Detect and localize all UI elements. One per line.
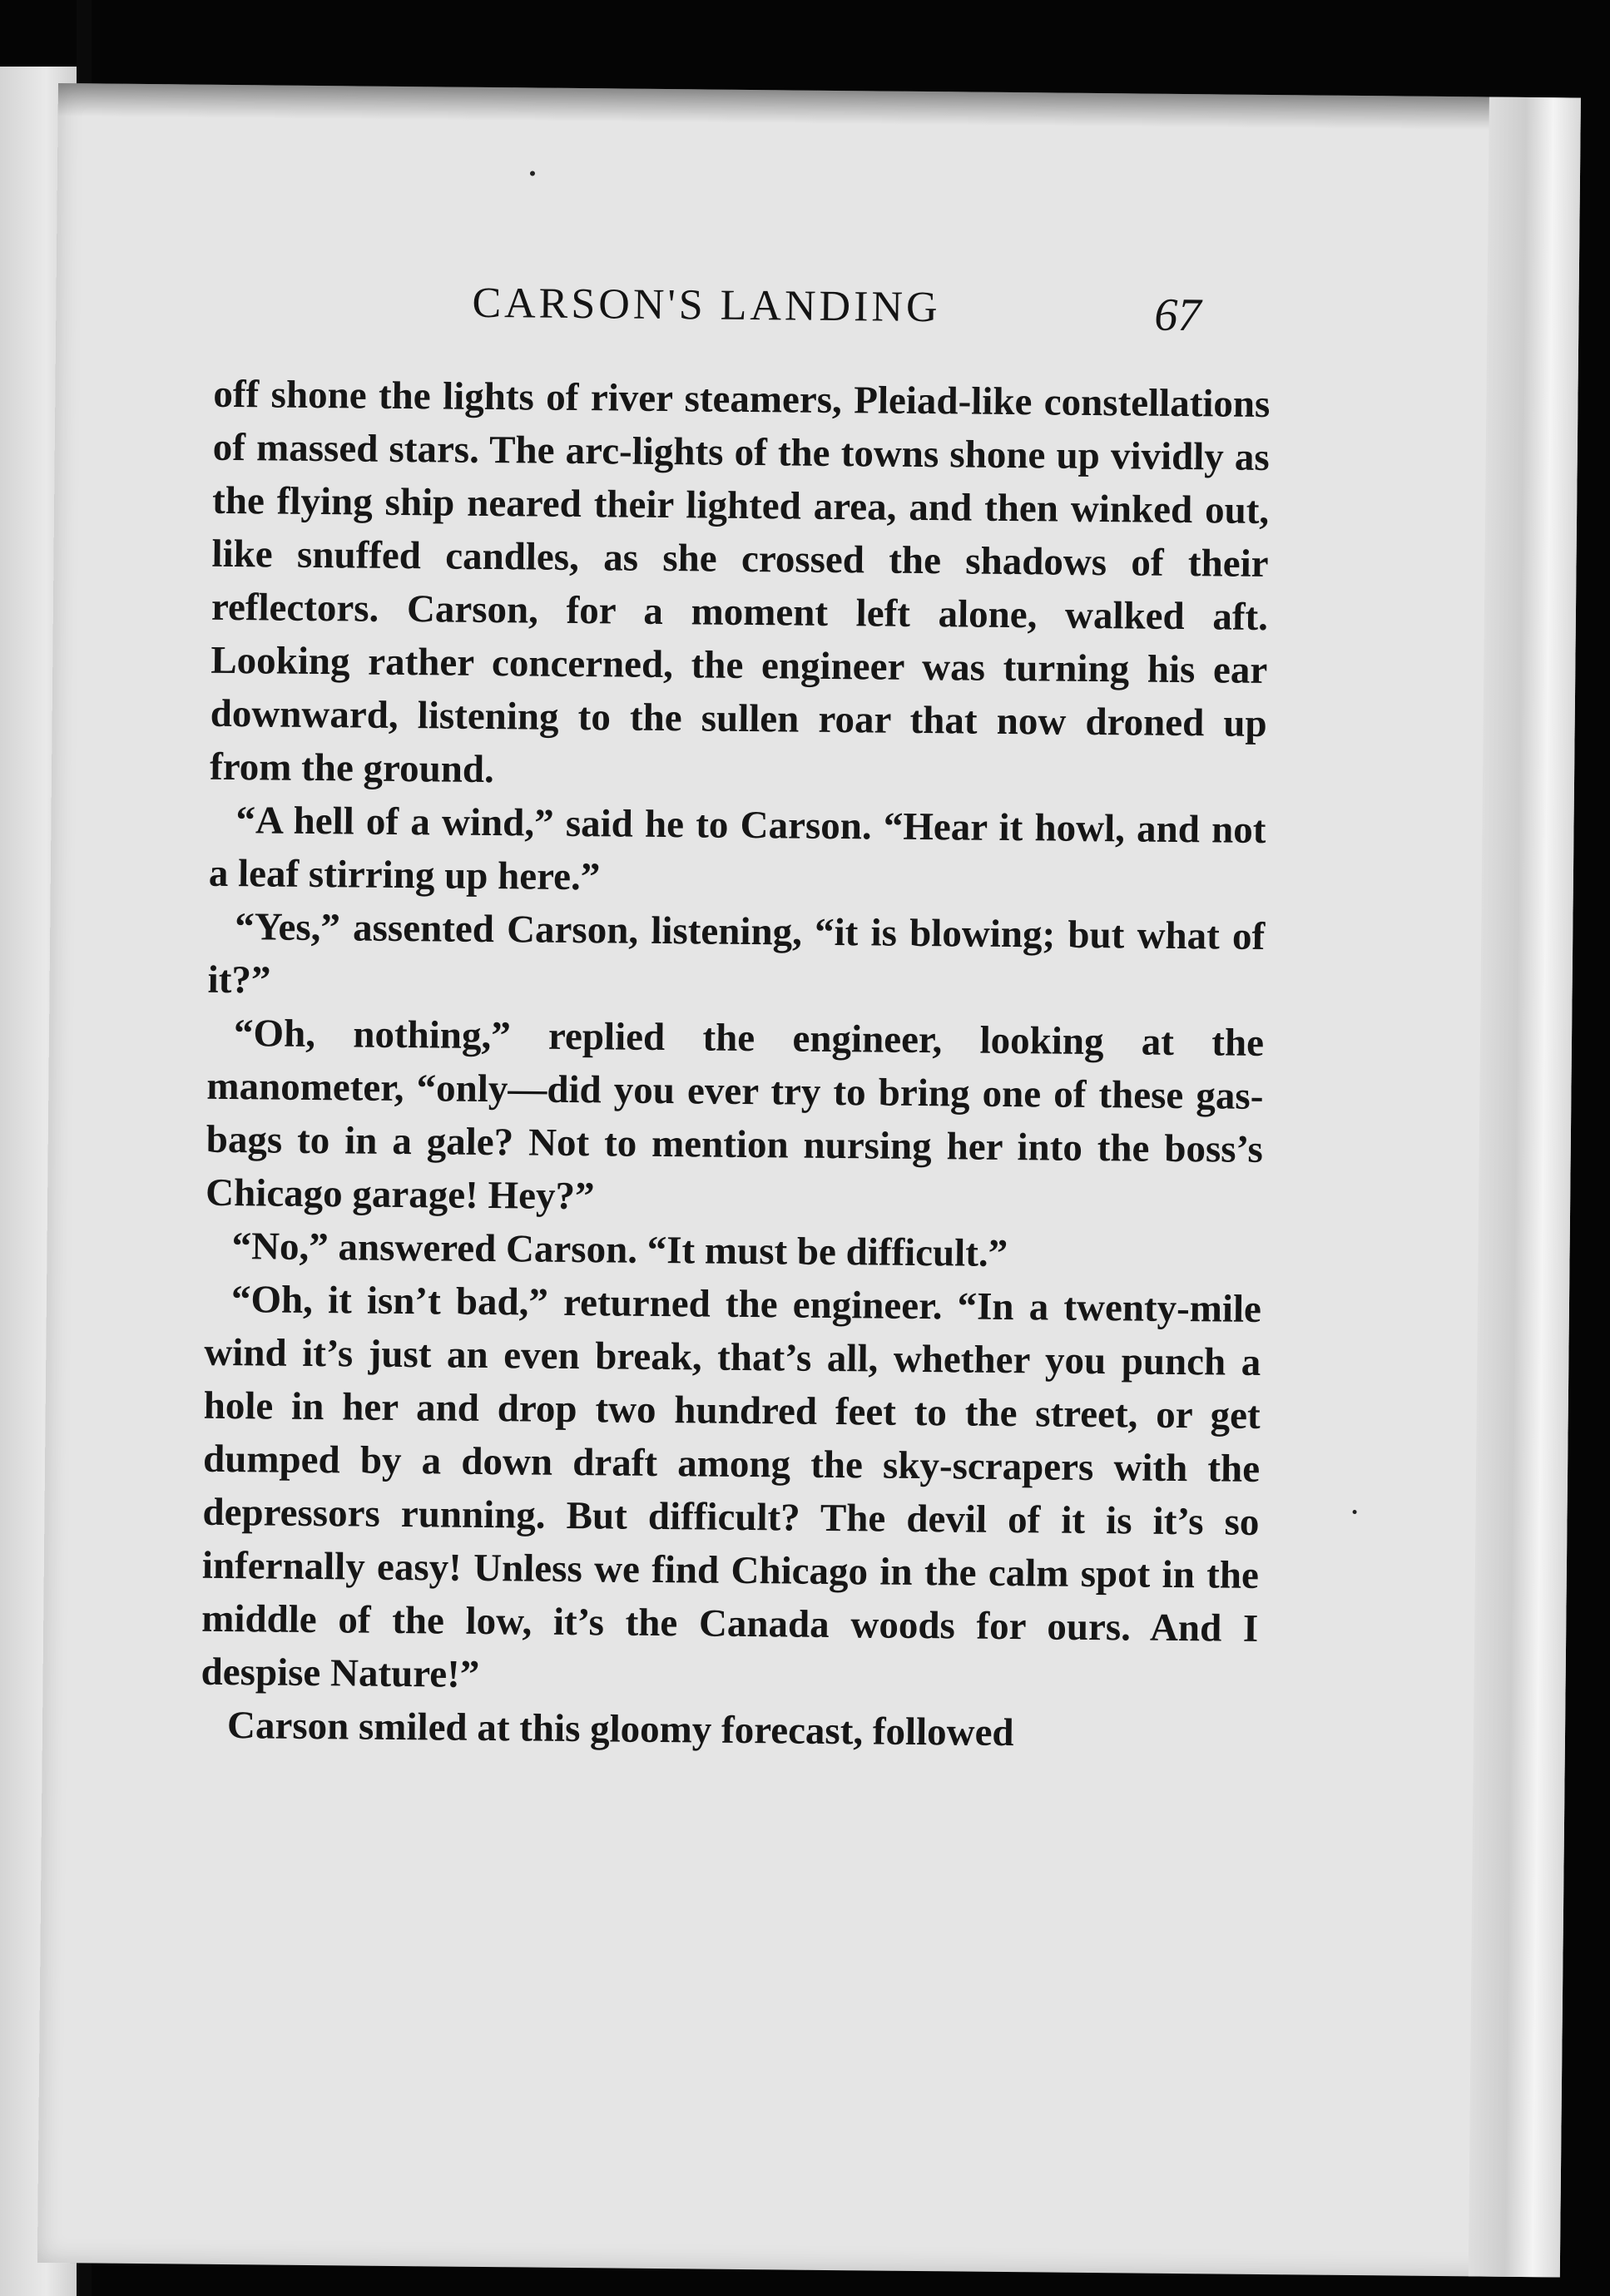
body-text: [201, 368, 1271, 1762]
page-fore-edge: [1469, 97, 1581, 2278]
dust-speck: [1353, 1510, 1357, 1514]
page-number: 67: [1154, 289, 1201, 342]
dust-speck: [530, 171, 535, 176]
paragraph: Carson smiled at this gloomy forecast, followed: [226, 1704, 1014, 1755]
paragraph: “No,” answered Carson. “It must be difficult.”: [231, 1225, 1008, 1276]
paragraph: “Oh, it isn’t bad,” returned the engineer. “In a twenty-mile wind it’s just an even break, that’s all, whether you punch a hole in her and drop two hundred feet to the street, or get dumped by a down draft among the sky-scrapers with the depressors running. But difficult? The devil of it is it’s so infernally easy! Unless we find Chicago in the calm spot in the middle of the low, it’s the Canada woods for ours. And I despise Nature!”: [201, 1278, 1262, 1696]
page-top-shadow: [58, 83, 1581, 131]
running-head-title: CARSON'S LANDING: [472, 279, 941, 332]
running-head: [56, 275, 1355, 354]
book-page: [37, 83, 1581, 2277]
paragraph: “Yes,” assented Carson, listening, “it is blowing; but what of it?”: [207, 905, 1266, 1002]
paragraph: off shone the lights of river steamers, Pleiad-like constellations of massed stars. The arc-lights of the towns shone up vividly as the flying ship neared their lighted area, and then winked out, like snuffed candles, as she crossed the shadows of their reflectors. Carson, for a moment left alone, walked aft. Looking rather concerned, the engineer was turning his ear downward, listening to the sullen roar that now droned up from the ground.: [209, 372, 1271, 792]
paragraph: “Oh, nothing,” replied the engineer, looking at the manometer, “only—did you ever try to bring one of these gas-bags to in a gale? Not to mention nursing her into the boss’s Chicago garage! Hey?”: [205, 1012, 1265, 1219]
paragraph: “A hell of a wind,” said he to Carson. “Hear it howl, and not a leaf stirring up here.”: [208, 799, 1266, 899]
